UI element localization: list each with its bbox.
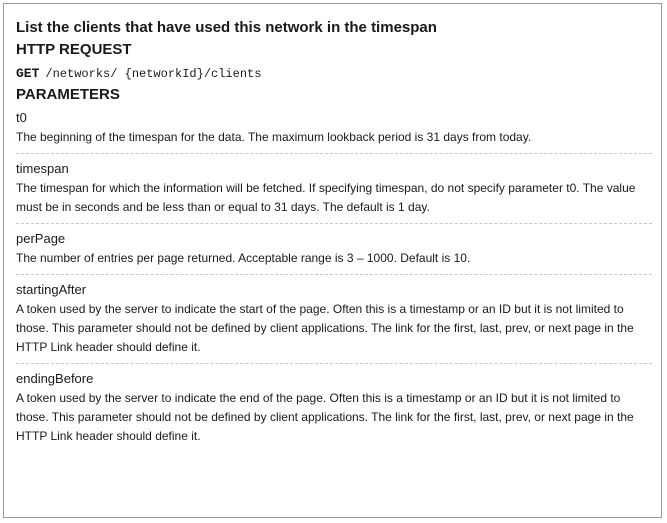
param-description: A token used by the server to indicate the end of the page. Often this is a timestamp or an ID but it is not limited to those. This parameter should not be defined by client applications. The link for the first, last, prev, or next page in the HTTP Link header should define it. (16, 391, 634, 443)
page-title: List the clients that have used this network in the timespan (16, 19, 437, 36)
document-content (16, 18, 652, 446)
divider (16, 223, 652, 224)
document-frame (3, 3, 662, 518)
request-line (16, 64, 652, 83)
param-timespan (16, 160, 652, 217)
param-name: startingAfter (16, 282, 87, 297)
param-t0 (16, 109, 652, 147)
param-name: timespan (16, 161, 69, 176)
divider (16, 274, 652, 275)
divider (16, 153, 652, 154)
param-description: The timespan for which the information will be fetched. If specifying timespan, do not specify parameter t0. The value must be in seconds and be less than or equal to 31 days. The default is 1 day. (16, 181, 636, 214)
param-name: perPage (16, 231, 66, 246)
param-startingafter (16, 281, 652, 357)
param-endingbefore (16, 370, 652, 446)
param-description: A token used by the server to indicate the start of the page. Often this is a timestamp or an ID but it is not limited to those. This parameter should not be defined by client applications. The link for the first, last, prev, or next page in the HTTP Link header should define it. (16, 302, 634, 354)
param-name: endingBefore (16, 371, 94, 386)
http-request-heading: HTTP REQUEST (16, 41, 132, 58)
divider (16, 363, 652, 364)
param-description: The beginning of the timespan for the data. The maximum lookback period is 31 days from today. (16, 130, 532, 144)
param-description: The number of entries per page returned. Acceptable range is 3 – 1000. Default is 10. (16, 251, 471, 265)
param-name: t0 (16, 110, 27, 125)
parameters-heading: PARAMETERS (16, 86, 120, 103)
param-perpage (16, 230, 652, 268)
request-path: /networks/ {networkId}/clients (45, 67, 262, 81)
request-method: GET (16, 66, 40, 81)
